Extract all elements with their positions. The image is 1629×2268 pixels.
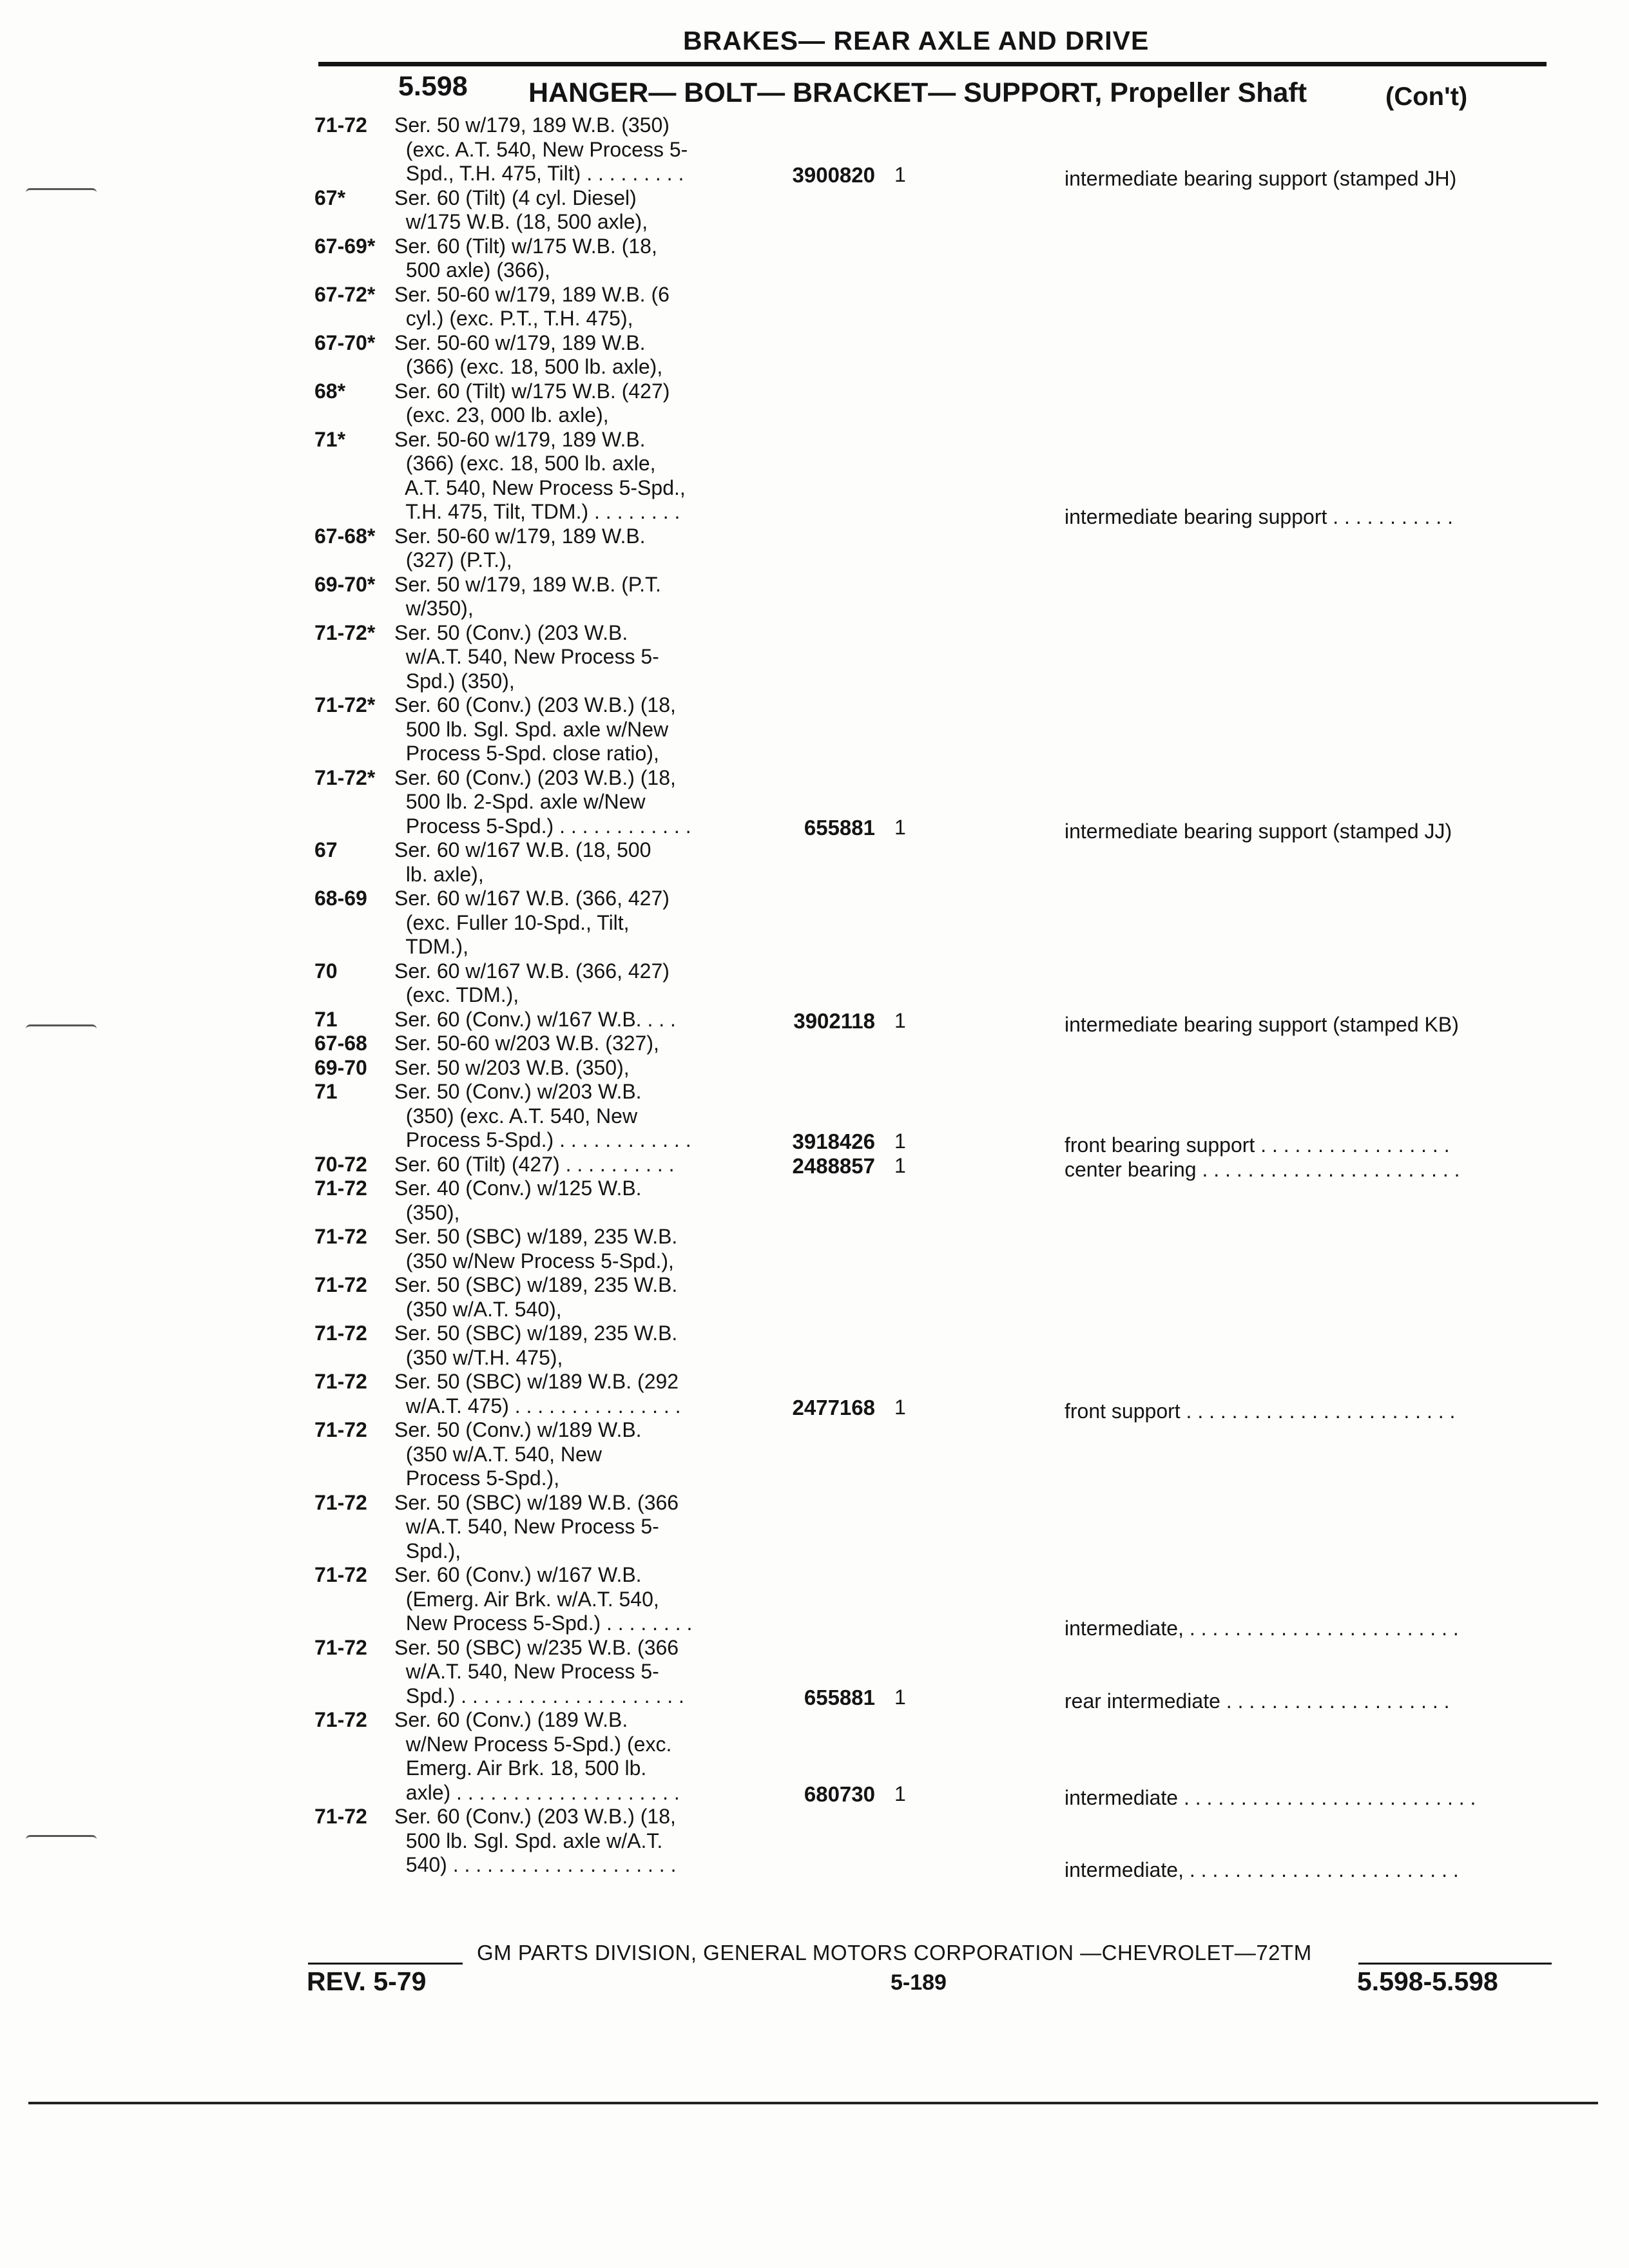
- parts-row: [0, 1055, 1629, 1079]
- application-description: Ser. 60 (Tilt) w/175 W.B. (427) (exc. 23, 000 lb. axle),: [394, 379, 670, 427]
- model-year: 67: [314, 838, 338, 861]
- application-description: Ser. 50 (SBC) w/189, 235 W.B. (350 w/T.H. 475),: [394, 1321, 678, 1369]
- model-year: 71-72: [314, 1177, 367, 1200]
- parts-row: [0, 113, 1629, 190]
- application-description: Ser. 40 (Conv.) w/125 W.B. (350),: [394, 1177, 642, 1224]
- part-number: 3918426: [792, 1129, 875, 1153]
- application-description: Ser. 50 (SBC) w/189, 235 W.B. (350 w/New Process 5-Spd.),: [394, 1225, 678, 1273]
- quantity: 1: [894, 1153, 906, 1177]
- parts-row: [0, 1563, 1629, 1640]
- part-name: intermediate, . . . . . . . . . . . . . . . . . . . . . . . .: [1065, 1617, 1459, 1640]
- parts-row: [0, 1152, 1629, 1181]
- footer-rule-left: [308, 1963, 463, 1965]
- parts-row: [0, 379, 1629, 427]
- application-description: Ser. 50 w/179, 189 W.B. (P.T. w/350),: [394, 572, 661, 620]
- parts-row: [0, 282, 1629, 330]
- application-description: Ser. 60 (Conv.) w/167 W.B. . . .: [394, 1007, 676, 1031]
- parts-row: [0, 331, 1629, 378]
- application-description: Ser. 60 (Conv.) (189 W.B. w/New Process 5-Spd.) (exc. Emerg. Air Brk. 18, 500 lb. axle) . . . . . . . . . . . . . . . . . . . .: [394, 1708, 680, 1804]
- model-year: 71: [314, 1080, 338, 1103]
- part-number: 2488857: [792, 1153, 875, 1178]
- part-number: 655881: [804, 815, 875, 840]
- application-description: Ser. 50-60 w/179, 189 W.B. (327) (P.T.),: [394, 524, 646, 572]
- model-year: 71: [314, 1007, 338, 1031]
- parts-row: [0, 1708, 1629, 1809]
- application-description: Ser. 50 (SBC) w/189 W.B. (292 w/A.T. 475) . . . . . . . . . . . . . . .: [394, 1370, 681, 1418]
- parts-row: [0, 1225, 1629, 1273]
- parts-row: [0, 186, 1629, 233]
- model-year: 70-72: [314, 1152, 367, 1176]
- application-description: Ser. 50-60 w/179, 189 W.B. (366) (exc. 18, 500 lb. axle),: [394, 331, 663, 378]
- section-range: 5.598-5.598: [1357, 1966, 1498, 1996]
- part-number: 3900820: [792, 163, 875, 187]
- parts-row: [0, 1635, 1629, 1713]
- application-description: Ser. 50 (Conv.) w/203 W.B. (350) (exc. A.T. 540, New Process 5-Spd.) . . . . . . . . . . . .: [394, 1080, 691, 1151]
- part-number: 680730: [804, 1782, 875, 1806]
- application-description: Ser. 60 w/167 W.B. (366, 427) (exc. TDM.),: [394, 959, 670, 1006]
- parts-row: [0, 1418, 1629, 1490]
- parts-row: [0, 1273, 1629, 1321]
- model-year: 71-72: [314, 1321, 367, 1345]
- revision-label: REV. 5-79: [307, 1966, 427, 1996]
- quantity: 1: [894, 1129, 906, 1153]
- parts-row: [0, 765, 1629, 843]
- parts-row: [0, 572, 1629, 620]
- parts-row: [0, 524, 1629, 572]
- page-number: 5-189: [891, 1970, 947, 1995]
- model-year: 68*: [314, 379, 346, 403]
- parts-row: [0, 693, 1629, 765]
- part-name: intermediate bearing support (stamped JH): [1065, 167, 1457, 190]
- application-description: Ser. 60 w/167 W.B. (18, 500 lb. axle),: [394, 838, 651, 886]
- application-description: Ser. 60 w/167 W.B. (366, 427) (exc. Fuller 10-Spd., Tilt, TDM.),: [394, 887, 670, 958]
- model-year: 71-72: [314, 1635, 367, 1659]
- part-name: front bearing support . . . . . . . . . . . . . . . . .: [1065, 1133, 1450, 1157]
- model-year: 71-72*: [314, 620, 376, 644]
- application-description: Ser. 50-60 w/179, 189 W.B. (366) (exc. 18, 500 lb. axle, A.T. 540, New Process 5-Spd., T.H. 475, Tilt, TDM.) . . . . . . . .: [394, 427, 686, 523]
- application-description: Ser. 60 (Conv.) (203 W.B.) (18, 500 lb. 2-Spd. axle w/New Process 5-Spd.) . . . . . . . . . . . .: [394, 765, 691, 838]
- section-number: 5.598: [398, 71, 468, 102]
- model-year: 67*: [314, 186, 346, 209]
- model-year: 71-72*: [314, 765, 376, 789]
- application-description: Ser. 60 (Conv.) w/167 W.B. (Emerg. Air Brk. w/A.T. 540, New Process 5-Spd.) . . . . . . . .: [394, 1563, 693, 1635]
- model-year: 68-69: [314, 887, 367, 910]
- model-year: 71-72: [314, 1708, 367, 1731]
- application-description: Ser. 50 w/179, 189 W.B. (350) (exc. A.T. 540, New Process 5- Spd., T.H. 475, Tilt) . . . . . . . . .: [394, 113, 688, 185]
- parts-row: [0, 1032, 1629, 1055]
- application-description: Ser. 60 (Tilt) w/175 W.B. (18, 500 axle) (366),: [394, 234, 657, 282]
- parts-row: [0, 1805, 1629, 1881]
- quantity: 1: [894, 1685, 906, 1709]
- application-description: Ser. 50 (SBC) w/235 W.B. (366 w/A.T. 540, New Process 5- Spd.) . . . . . . . . . . . . . . . . . . . .: [394, 1635, 684, 1707]
- footer-publisher: GM PARTS DIVISION, GENERAL MOTORS CORPORATION —CHEVROLET—72TM: [477, 1941, 1312, 1965]
- model-year: 69-70*: [314, 572, 376, 596]
- model-year: 71-72: [314, 1273, 367, 1296]
- quantity: 1: [894, 1782, 906, 1805]
- model-year: 67-72*: [314, 282, 376, 306]
- part-name: rear intermediate . . . . . . . . . . . . . . . . . . . .: [1065, 1689, 1450, 1713]
- model-year: 67-70*: [314, 331, 376, 354]
- parts-row: [0, 1490, 1629, 1562]
- part-number: 2477168: [792, 1395, 875, 1419]
- binder-hole-mark: [26, 1024, 97, 1029]
- model-year: 71-72: [314, 1805, 367, 1828]
- parts-row: [0, 427, 1629, 528]
- part-name: intermediate bearing support (stamped JJ): [1065, 819, 1452, 843]
- application-description: Ser. 50 w/203 W.B. (350),: [394, 1055, 630, 1079]
- model-year: 71-72: [314, 1490, 367, 1514]
- model-year: 71-72: [314, 1418, 367, 1441]
- quantity: 1: [894, 815, 906, 839]
- application-description: Ser. 50 (Conv.) (203 W.B. w/A.T. 540, New Process 5- Spd.) (350),: [394, 620, 659, 693]
- parts-row: [0, 1177, 1629, 1224]
- model-year: 71-72: [314, 113, 367, 137]
- parts-row: [0, 838, 1629, 886]
- parts-row: [0, 959, 1629, 1006]
- model-year: 67-69*: [314, 234, 376, 258]
- parts-row: [0, 1007, 1629, 1036]
- part-name: front support . . . . . . . . . . . . . . . . . . . . . . . .: [1065, 1399, 1456, 1423]
- quantity: 1: [894, 1008, 906, 1032]
- part-name: center bearing . . . . . . . . . . . . . . . . . . . . . . .: [1065, 1157, 1460, 1181]
- application-description: Ser. 60 (Tilt) (4 cyl. Diesel) w/175 W.B. (18, 500 axle),: [394, 186, 648, 233]
- quantity: 1: [894, 163, 906, 186]
- footer-rule-right: [1358, 1963, 1552, 1965]
- model-year: 71-72: [314, 1225, 367, 1248]
- model-year: 71-72: [314, 1370, 367, 1393]
- part-name: intermediate, . . . . . . . . . . . . . . . . . . . . . . . .: [1065, 1858, 1459, 1881]
- part-name: intermediate bearing support (stamped KB): [1065, 1012, 1459, 1036]
- part-name: intermediate . . . . . . . . . . . . . . . . . . . . . . . . . .: [1065, 1785, 1476, 1809]
- model-year: 71-72: [314, 1563, 367, 1586]
- part-number: 655881: [804, 1685, 875, 1709]
- parts-row: [0, 234, 1629, 282]
- binder-hole-mark: [26, 188, 97, 193]
- parts-row: [0, 1321, 1629, 1369]
- application-description: Ser. 60 (Tilt) (427) . . . . . . . . . .: [394, 1152, 675, 1176]
- application-description: Ser. 50-60 w/203 W.B. (327),: [394, 1032, 659, 1055]
- section-continued-label: (Con't): [1385, 82, 1468, 111]
- application-description: Ser. 50 (Conv.) w/189 W.B. (350 w/A.T. 540, New Process 5-Spd.),: [394, 1418, 642, 1490]
- model-year: 71*: [314, 427, 346, 451]
- page-header-title: BRAKES— REAR AXLE AND DRIVE: [683, 26, 1150, 55]
- quantity: 1: [894, 1395, 906, 1419]
- part-number: 3902118: [793, 1008, 875, 1033]
- model-year: 69-70: [314, 1055, 367, 1079]
- application-description: Ser. 60 (Conv.) (203 W.B.) (18, 500 lb. Sgl. Spd. axle w/A.T. 540) . . . . . . . . . . . . . . . . . . . .: [394, 1805, 677, 1876]
- model-year: 70: [314, 959, 338, 983]
- application-description: Ser. 60 (Conv.) (203 W.B.) (18, 500 lb. Sgl. Spd. axle w/New Process 5-Spd. close ratio),: [394, 693, 676, 765]
- application-description: Ser. 50-60 w/179, 189 W.B. (6 cyl.) (exc. P.T., T.H. 475),: [394, 282, 670, 330]
- parts-row: [0, 887, 1629, 958]
- application-description: Ser. 50 (SBC) w/189 W.B. (366 w/A.T. 540, New Process 5- Spd.),: [394, 1490, 679, 1562]
- part-name: intermediate bearing support . . . . . . . . . . .: [1065, 505, 1453, 528]
- section-title: HANGER— BOLT— BRACKET— SUPPORT, Propeller Shaft: [528, 77, 1307, 108]
- parts-row: [0, 620, 1629, 693]
- parts-row: [0, 1370, 1629, 1423]
- model-year: 67-68*: [314, 524, 376, 548]
- bottom-rule: [28, 2102, 1598, 2104]
- parts-row: [0, 1080, 1629, 1157]
- model-year: 67-68: [314, 1032, 367, 1055]
- application-description: Ser. 50 (SBC) w/189, 235 W.B. (350 w/A.T. 540),: [394, 1273, 678, 1321]
- model-year: 71-72*: [314, 693, 376, 716]
- binder-hole-mark: [26, 1835, 97, 1840]
